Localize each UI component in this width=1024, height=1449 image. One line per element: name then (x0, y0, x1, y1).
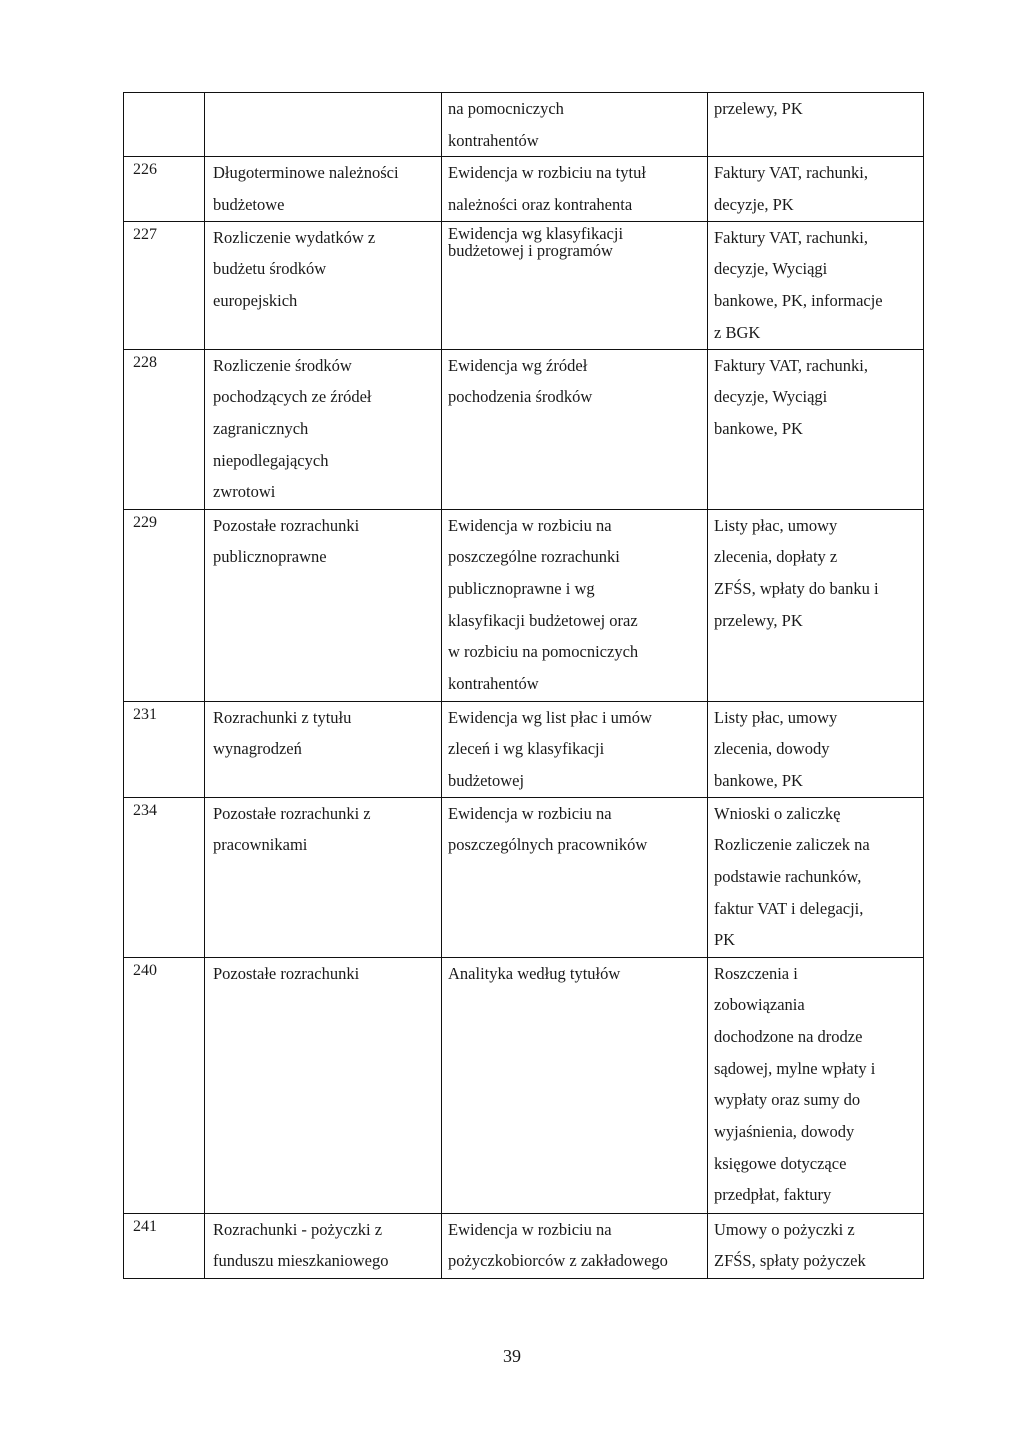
table-row (124, 1213, 924, 1278)
account-number (124, 93, 205, 157)
account-number: 227 (124, 221, 205, 349)
evidence-description-line: budżetowej i programów (448, 240, 613, 260)
source-documents (708, 221, 924, 349)
evidence-description-line: Ewidencja wg źródeł (448, 355, 588, 375)
account-name-line: budżetu środków (213, 259, 327, 279)
source-documents-line: Roszczenia i (714, 963, 798, 983)
source-documents-line: PK (714, 930, 736, 950)
account-name-line: Pozostałe rozrachunki (213, 515, 360, 535)
evidence-description (442, 93, 708, 157)
table-row (124, 701, 924, 797)
account-name-line: Rozrachunki z tytułu (213, 707, 352, 727)
evidence-description-line: Ewidencja wg list płac i umów (448, 707, 652, 727)
source-documents-line: bankowe, PK (714, 770, 803, 790)
account-name-line: budżetowe (213, 195, 285, 215)
accounts-table (123, 92, 924, 1279)
source-documents-line: bankowe, PK, informacje (714, 291, 883, 311)
account-name-line: europejskich (213, 291, 298, 311)
source-documents-line: faktur VAT i delegacji, (714, 898, 864, 918)
source-documents (708, 93, 924, 157)
evidence-description-line: Analityka według tytułów (448, 963, 621, 983)
source-documents-line: ZFŚS, spłaty pożyczek (714, 1251, 866, 1271)
source-documents-line: decyzje, Wyciągi (714, 387, 828, 407)
source-documents-line: Faktury VAT, rachunki, (714, 355, 868, 375)
source-documents-line: bankowe, PK (714, 418, 803, 438)
source-documents-line: Listy płac, umowy (714, 515, 838, 535)
source-documents-line: ZFŚS, wpłaty do banku i (714, 578, 879, 598)
evidence-description-line: publicznoprawne i wg (448, 578, 595, 598)
evidence-description-line: Ewidencja wg klasyfikacji (448, 223, 624, 243)
source-documents (708, 157, 924, 221)
account-name-line: zagranicznych (213, 418, 309, 438)
table-row (124, 957, 924, 1213)
source-documents-line: zobowiązania (714, 995, 805, 1015)
source-documents-line: Rozliczenie zaliczek na (714, 835, 870, 855)
account-name-line: Rozliczenie wydatków z (213, 227, 376, 247)
account-name (205, 93, 442, 157)
account-name (205, 509, 442, 701)
evidence-description-line: kontrahentów (448, 673, 539, 693)
source-documents-line: Faktury VAT, rachunki, (714, 227, 868, 247)
account-name (205, 701, 442, 797)
account-name-line: niepodlegających (213, 450, 329, 470)
account-number: 226 (124, 157, 205, 221)
source-documents (708, 957, 924, 1213)
evidence-description-line: na pomocniczych (448, 99, 564, 118)
evidence-description-line: należności oraz kontrahenta (448, 195, 633, 215)
source-documents-line: przelewy, PK (714, 610, 803, 630)
evidence-description (442, 797, 708, 957)
source-documents-line: dochodzone na drodze (714, 1026, 863, 1046)
source-documents (708, 797, 924, 957)
evidence-description-line: pochodzenia środków (448, 387, 593, 407)
source-documents-line: decyzje, PK (714, 195, 794, 215)
evidence-description-line: w rozbiciu na pomocniczych (448, 642, 639, 662)
table-row (124, 157, 924, 221)
account-name-line: Długoterminowe należności (213, 163, 399, 183)
table-row (124, 797, 924, 957)
source-documents-line: Umowy o pożyczki z (714, 1219, 855, 1239)
source-documents-line: zlecenia, dopłaty z (714, 547, 838, 567)
account-number: 231 (124, 701, 205, 797)
source-documents-line: podstawie rachunków, (714, 866, 862, 886)
account-name-line: pochodzących ze źródeł (213, 387, 372, 407)
source-documents-line: z BGK (714, 322, 761, 342)
evidence-description-line: Ewidencja w rozbiciu na (448, 1219, 612, 1239)
source-documents-line: przelewy, PK (714, 99, 803, 118)
account-name (205, 797, 442, 957)
account-name-line: Pozostałe rozrachunki z (213, 803, 371, 823)
account-name-line: Rozrachunki - pożyczki z (213, 1219, 383, 1239)
page-number: 39 (503, 1346, 521, 1366)
table-row (124, 349, 924, 509)
evidence-description-line: poszczególnych pracowników (448, 835, 648, 855)
evidence-description-line: Ewidencja w rozbiciu na tytuł (448, 163, 646, 183)
account-number: 241 (124, 1213, 205, 1278)
account-number: 240 (124, 957, 205, 1213)
account-name (205, 1213, 442, 1278)
account-number: 229 (124, 509, 205, 701)
account-name (205, 349, 442, 509)
evidence-description (442, 349, 708, 509)
table-row (124, 93, 924, 157)
source-documents-line: księgowe dotyczące (714, 1153, 847, 1173)
source-documents (708, 1213, 924, 1278)
evidence-description-line: klasyfikacji budżetowej oraz (448, 610, 638, 630)
account-name-line: pracownikami (213, 835, 308, 855)
evidence-description-line: zleceń i wg klasyfikacji (448, 739, 605, 759)
evidence-description-line: Ewidencja w rozbiciu na (448, 515, 612, 535)
source-documents (708, 509, 924, 701)
source-documents-line: Listy płac, umowy (714, 707, 838, 727)
evidence-description-line: pożyczkobiorców z zakładowego (448, 1251, 668, 1271)
account-name-line: Rozliczenie środków (213, 355, 352, 375)
source-documents-line: przedpłat, faktury (714, 1185, 832, 1205)
evidence-description-line: Ewidencja w rozbiciu na (448, 803, 612, 823)
source-documents-line: wypłaty oraz sumy do (714, 1090, 861, 1110)
account-number: 234 (124, 797, 205, 957)
evidence-description (442, 509, 708, 701)
source-documents (708, 349, 924, 509)
account-number: 228 (124, 349, 205, 509)
account-name-line: publicznoprawne (213, 547, 327, 567)
evidence-description (442, 957, 708, 1213)
account-name-line: funduszu mieszkaniowego (213, 1251, 389, 1271)
evidence-description (442, 157, 708, 221)
table-row (124, 221, 924, 349)
source-documents-line: Faktury VAT, rachunki, (714, 163, 868, 183)
evidence-description (442, 701, 708, 797)
account-name (205, 957, 442, 1213)
account-name-line: zwrotowi (213, 482, 276, 502)
source-documents-line: wyjaśnienia, dowody (714, 1122, 855, 1141)
source-documents-line: zlecenia, dowody (714, 739, 830, 759)
source-documents (708, 701, 924, 797)
accounts-table-body (124, 93, 924, 1279)
evidence-description-line: budżetowej (448, 770, 525, 790)
evidence-description (442, 1213, 708, 1278)
source-documents-line: decyzje, Wyciągi (714, 259, 828, 279)
account-name (205, 221, 442, 349)
evidence-description (442, 221, 708, 349)
account-name-line: wynagrodzeń (213, 739, 302, 759)
evidence-description-line: kontrahentów (448, 130, 539, 150)
account-name (205, 157, 442, 221)
account-name-line: Pozostałe rozrachunki (213, 963, 360, 983)
table-row (124, 509, 924, 701)
source-documents-line: sądowej, mylne wpłaty i (714, 1058, 876, 1078)
evidence-description-line: poszczególne rozrachunki (448, 547, 620, 567)
source-documents-line: Wnioski o zaliczkę (714, 803, 841, 823)
